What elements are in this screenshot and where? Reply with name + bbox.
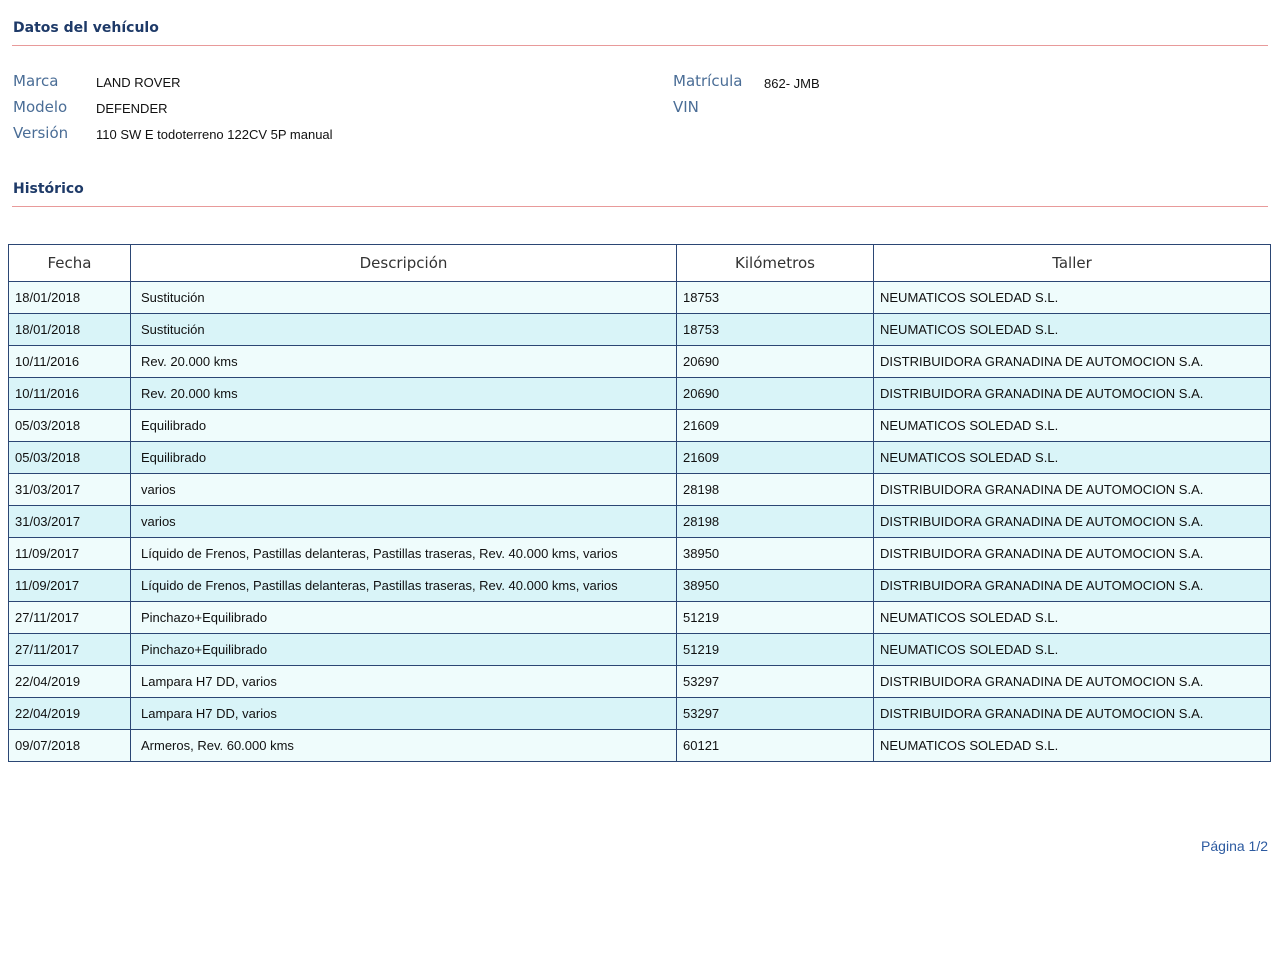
column-header-taller: Taller <box>874 245 1271 282</box>
version-label: Versión <box>13 124 69 142</box>
descripcion-cell: Sustitución <box>131 314 677 346</box>
vehicle-section-title: Datos del vehículo <box>13 20 159 36</box>
matricula-label: Matrícula <box>673 72 743 90</box>
taller-cell: NEUMATICOS SOLEDAD S.L. <box>874 730 1271 762</box>
taller-cell: NEUMATICOS SOLEDAD S.L. <box>874 442 1271 474</box>
fecha-cell: 05/03/2018 <box>9 442 131 474</box>
taller-cell: NEUMATICOS SOLEDAD S.L. <box>874 602 1271 634</box>
version-value: 110 SW E todoterreno 122CV 5P manual <box>96 127 333 142</box>
vin-label: VIN <box>673 98 699 116</box>
table-row <box>9 666 1271 698</box>
marca-value: LAND ROVER <box>96 75 181 90</box>
taller-cell: NEUMATICOS SOLEDAD S.L. <box>874 314 1271 346</box>
table-row <box>9 442 1271 474</box>
modelo-label: Modelo <box>13 98 68 116</box>
taller-cell: DISTRIBUIDORA GRANADINA DE AUTOMOCION S.A. <box>874 474 1271 506</box>
table-row <box>9 506 1271 538</box>
table-row <box>9 314 1271 346</box>
fecha-cell: 05/03/2018 <box>9 410 131 442</box>
descripcion-cell: Pinchazo+Equilibrado <box>131 602 677 634</box>
kilometros-cell: 18753 <box>677 314 874 346</box>
kilometros-cell: 53297 <box>677 698 874 730</box>
table-row <box>9 474 1271 506</box>
fecha-cell: 27/11/2017 <box>9 634 131 666</box>
taller-cell: DISTRIBUIDORA GRANADINA DE AUTOMOCION S.A. <box>874 346 1271 378</box>
matricula-value: 862- JMB <box>764 76 820 91</box>
page-number: Página 1/2 <box>1201 838 1268 854</box>
descripcion-cell: Sustitución <box>131 282 677 314</box>
table-row <box>9 282 1271 314</box>
fecha-cell: 27/11/2017 <box>9 602 131 634</box>
history-table <box>8 244 1271 762</box>
taller-cell: DISTRIBUIDORA GRANADINA DE AUTOMOCION S.A. <box>874 698 1271 730</box>
fecha-cell: 31/03/2017 <box>9 506 131 538</box>
descripcion-cell: Equilibrado <box>131 442 677 474</box>
kilometros-cell: 21609 <box>677 442 874 474</box>
descripcion-cell: Rev. 20.000 kms <box>131 378 677 410</box>
descripcion-cell: Rev. 20.000 kms <box>131 346 677 378</box>
descripcion-cell: Armeros, Rev. 60.000 kms <box>131 730 677 762</box>
kilometros-cell: 21609 <box>677 410 874 442</box>
table-row <box>9 538 1271 570</box>
fecha-cell: 18/01/2018 <box>9 282 131 314</box>
table-row <box>9 634 1271 666</box>
taller-cell: DISTRIBUIDORA GRANADINA DE AUTOMOCION S.A. <box>874 666 1271 698</box>
taller-cell: NEUMATICOS SOLEDAD S.L. <box>874 634 1271 666</box>
descripcion-cell: varios <box>131 474 677 506</box>
table-row <box>9 410 1271 442</box>
history-table-header <box>9 245 1271 282</box>
fecha-cell: 09/07/2018 <box>9 730 131 762</box>
fecha-cell: 10/11/2016 <box>9 346 131 378</box>
table-row <box>9 730 1271 762</box>
kilometros-cell: 51219 <box>677 634 874 666</box>
taller-cell: DISTRIBUIDORA GRANADINA DE AUTOMOCION S.A. <box>874 570 1271 602</box>
descripcion-cell: Lampara H7 DD, varios <box>131 666 677 698</box>
table-row <box>9 346 1271 378</box>
column-header-fecha: Fecha <box>9 245 131 282</box>
history-section-divider <box>12 206 1268 207</box>
fecha-cell: 22/04/2019 <box>9 666 131 698</box>
taller-cell: DISTRIBUIDORA GRANADINA DE AUTOMOCION S.A. <box>874 378 1271 410</box>
kilometros-cell: 28198 <box>677 474 874 506</box>
kilometros-cell: 38950 <box>677 570 874 602</box>
taller-cell: NEUMATICOS SOLEDAD S.L. <box>874 282 1271 314</box>
kilometros-cell: 60121 <box>677 730 874 762</box>
descripcion-cell: Lampara H7 DD, varios <box>131 698 677 730</box>
modelo-value: DEFENDER <box>96 101 168 116</box>
fecha-cell: 18/01/2018 <box>9 314 131 346</box>
table-row <box>9 698 1271 730</box>
descripcion-cell: Líquido de Frenos, Pastillas delanteras, Pastillas traseras, Rev. 40.000 kms, varios <box>131 570 677 602</box>
descripcion-cell: Líquido de Frenos, Pastillas delanteras, Pastillas traseras, Rev. 40.000 kms, varios <box>131 538 677 570</box>
kilometros-cell: 20690 <box>677 346 874 378</box>
kilometros-cell: 20690 <box>677 378 874 410</box>
descripcion-cell: Pinchazo+Equilibrado <box>131 634 677 666</box>
fecha-cell: 11/09/2017 <box>9 570 131 602</box>
marca-label: Marca <box>13 72 59 90</box>
kilometros-cell: 28198 <box>677 506 874 538</box>
table-row <box>9 570 1271 602</box>
history-section-title: Histórico <box>13 181 84 197</box>
kilometros-cell: 38950 <box>677 538 874 570</box>
column-header-kilometros: Kilómetros <box>677 245 874 282</box>
taller-cell: DISTRIBUIDORA GRANADINA DE AUTOMOCION S.A. <box>874 506 1271 538</box>
taller-cell: NEUMATICOS SOLEDAD S.L. <box>874 410 1271 442</box>
fecha-cell: 22/04/2019 <box>9 698 131 730</box>
kilometros-cell: 53297 <box>677 666 874 698</box>
column-header-descripcion: Descripción <box>131 245 677 282</box>
descripcion-cell: Equilibrado <box>131 410 677 442</box>
kilometros-cell: 51219 <box>677 602 874 634</box>
vehicle-section-divider <box>12 45 1268 46</box>
fecha-cell: 10/11/2016 <box>9 378 131 410</box>
descripcion-cell: varios <box>131 506 677 538</box>
fecha-cell: 11/09/2017 <box>9 538 131 570</box>
taller-cell: DISTRIBUIDORA GRANADINA DE AUTOMOCION S.A. <box>874 538 1271 570</box>
table-row <box>9 602 1271 634</box>
kilometros-cell: 18753 <box>677 282 874 314</box>
fecha-cell: 31/03/2017 <box>9 474 131 506</box>
table-row <box>9 378 1271 410</box>
